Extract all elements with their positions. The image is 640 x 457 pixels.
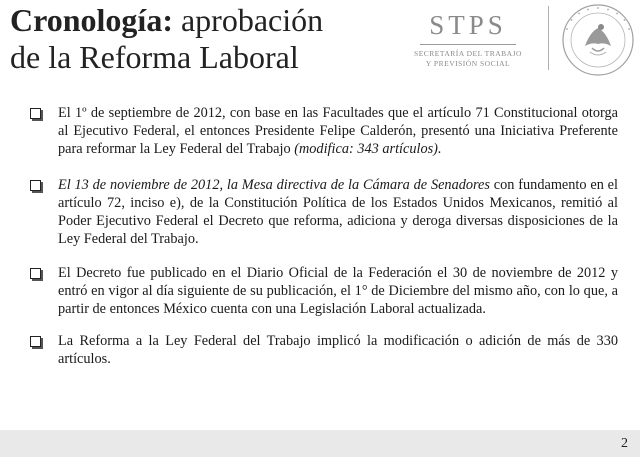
stps-logo xyxy=(398,10,538,69)
bullet-2-body: con fundamento en el artículo 72, inciso e), de la Constitución Política de los Estados Unidos Mexicanos, remitió al Poder Ejecutivo Federal el Decreto que reforma, adiciona y deroga diversas disposiciones de la Ley Federal del Trabajo. xyxy=(58,177,618,247)
bullet-text-4: La Reforma a la Ley Federal del Trabajo implicó la modificación o adición de más de 330 artículos. xyxy=(58,333,618,367)
mexican-seal-icon xyxy=(560,2,636,78)
title-rest: aprobación xyxy=(172,2,324,38)
header-divider xyxy=(548,6,549,70)
bullet-text-2 xyxy=(58,176,618,248)
checkbox-bullet-icon xyxy=(30,268,41,279)
page-number: 2 xyxy=(621,436,628,451)
bullet-2-italic: El 13 de noviembre de 2012, la Mesa directiva de la Cámara de Senadores xyxy=(58,177,490,193)
bullet-text-1 xyxy=(58,104,618,158)
stps-wordmark: STPS xyxy=(429,10,507,40)
checkbox-bullet-icon xyxy=(30,108,41,119)
title-line-2: de la Reforma Laboral xyxy=(10,39,299,75)
checkbox-bullet-icon xyxy=(30,180,41,191)
bullet-1-body: El 1º de septiembre de 2012, con base en las Facultades que el artículo 71 Constitucional otorga al Ejecutivo Federal, el entonces Presidente Felipe Calderón, presentó una Iniciativa Preferente para reformar la Ley Federal del Trabajo xyxy=(58,105,618,157)
bullet-1-italic: (modifica: 343 artículos). xyxy=(294,141,442,157)
bullet-text-3: El Decreto fue publicado en el Diario Oficial de la Federación el 30 de noviembre de 2012 y entró en vigor al día siguiente de su publicación, el 1° de Diciembre del mismo año, con lo que, a partir de entonces México cuenta con una Legislación Laboral actualizada. xyxy=(58,265,618,317)
checkbox-bullet-icon xyxy=(30,336,41,347)
slide-title xyxy=(10,2,400,76)
logo-subtitle-2: Y PREVISIÓN SOCIAL xyxy=(425,59,511,68)
logo-divider xyxy=(420,44,516,45)
logo-subtitle-1: SECRETARÍA DEL TRABAJO xyxy=(414,49,522,58)
title-bold: Cronología: xyxy=(10,2,173,38)
footer-bar xyxy=(0,430,640,457)
